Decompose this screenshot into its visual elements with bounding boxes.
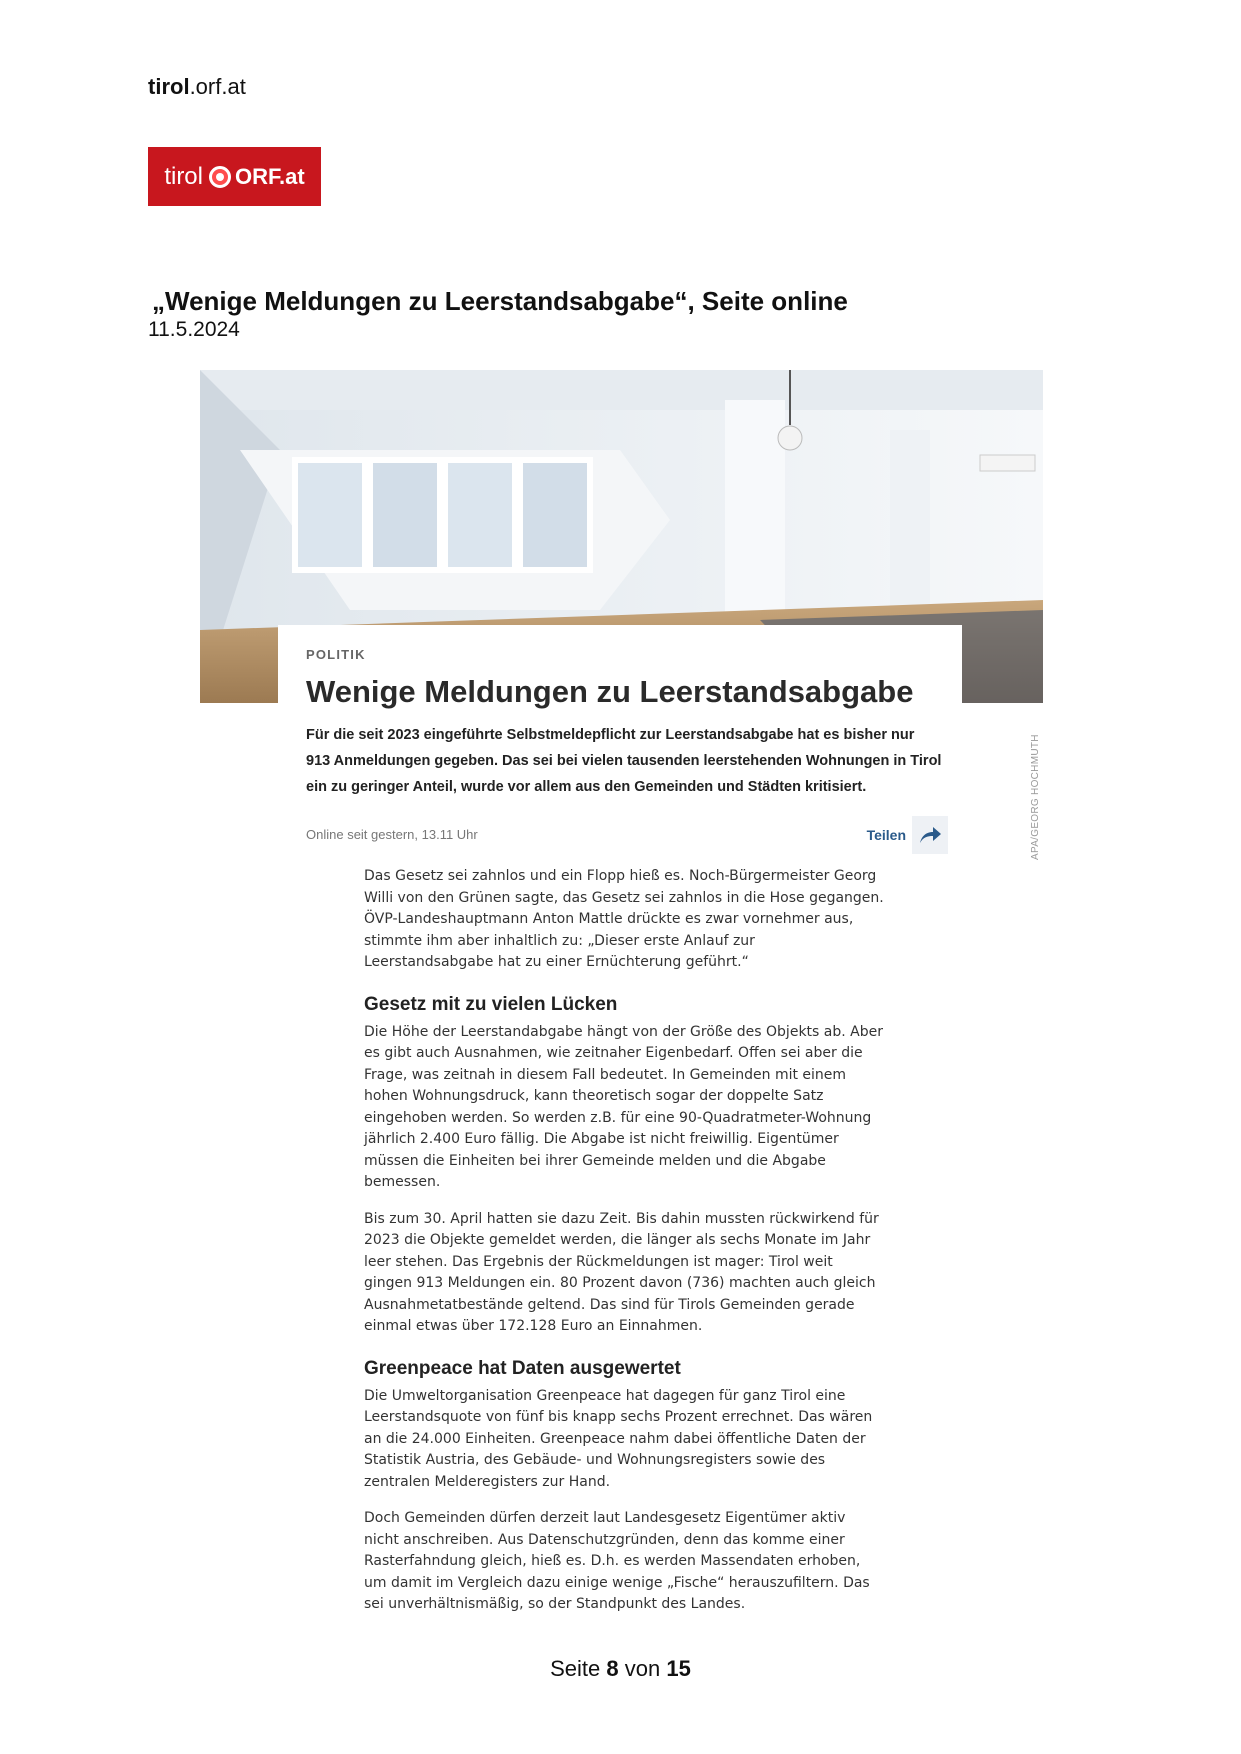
section-heading: Greenpeace hat Daten ausgewertet <box>364 1357 681 1379</box>
body-paragraph: Bis zum 30. April hatten sie dazu Zeit. Bis dahin mussten rückwirkend für 2023 die Objekte gemeldet werden, die länger als sechs Monate im Jahr leer stehen. Das Ergebnis der Rückmeldungen ist mager: Tirol weit gingen 913 Meldungen ein. 80 Prozent davon (736) machten auch gleich Ausnahmetatbestände geltend. Das sind für Tirols Gemeinden gerade einmal etwas über 172.128 Euro an Einnahmen. <box>364 1210 879 1334</box>
site-label <box>148 74 246 100</box>
page-total: 15 <box>666 1656 691 1681</box>
share-arrow-icon[interactable] <box>912 816 948 854</box>
orf-eye-icon <box>209 166 231 188</box>
page-prefix: Seite <box>550 1656 601 1681</box>
document-date: 11.5.2024 <box>148 318 240 341</box>
article-header-card <box>278 625 962 860</box>
body-paragraph: Doch Gemeinden dürfen derzeit laut Landesgesetz Eigentümer aktiv nicht anschreiben. Aus Datenschutzgründen, denn das komme einer Rasterfahndung gleich, hieß es. D.h. es werden Massendaten erhoben, um damit im Vergleich dazu einige wenige „Fische“ herauszufiltern. Das sei unverhältnismäßig, so der Standpunkt des Landes. <box>364 1510 870 1612</box>
site-label-rest: .orf.at <box>189 74 246 99</box>
logo-text-orf: ORF.at <box>234 163 305 189</box>
photo-credit: APA/GEORG HOCHMUTH <box>1030 734 1041 860</box>
share-label[interactable]: Teilen <box>866 826 906 843</box>
body-paragraph: Das Gesetz sei zahnlos und ein Flopp hieß es. Noch-Bürgermeister Georg Willi von den Grünen sagte, das Gesetz sei zahnlos in die Hose gegangen. ÖVP-Landeshauptmann Anton Mattle drückte es zwar vornehmer aus, stimmte ihm aber inhaltlich zu: „Dieser erste Anlauf zur Leerstandsabgabe hat zu einer Ernüchterung geführt.“ <box>364 868 884 970</box>
article-timestamp: Online seit gestern, 13.11 Uhr <box>306 827 478 843</box>
body-paragraph: Die Höhe der Leerstandabgabe hängt von der Größe des Objekts ab. Aber es gibt auch Ausnahmen, wie zeitnaher Eigenbedarf. Offen sei aber die Frage, was zeitnah in diesem Fall bedeutet. In Gemeinden mit einem hohen Wohnungsdruck, kann theoretisch sogar der doppelte Satz eingehoben werden. So werden z.B. für eine 90-Quadratmeter-Wohnung jährlich 2.400 Euro fällig. Die Abgabe ist nicht freiwillig. Eigentümer müssen die Einheiten bei ihrer Gemeinde melden und die Abgabe bemessen. <box>364 1023 883 1190</box>
page-middle: von <box>624 1656 661 1681</box>
page-number <box>0 1656 1241 1682</box>
body-paragraph: Die Umweltorganisation Greenpeace hat dagegen für ganz Tirol eine Leerstandsquote von fünf bis knapp sechs Prozent errechnet. Das wären an die 24.000 Einheiten. Greenpeace nahm dabei öffentliche Daten der Statistik Austria, des Gebäude- und Wohnungsregisters sowie des zentralen Melderegisters zur Hand. <box>364 1387 873 1490</box>
section-heading: Gesetz mit zu vielen Lücken <box>364 993 618 1015</box>
page-current: 8 <box>606 1656 619 1681</box>
category-kicker[interactable]: POLITIK <box>306 647 366 662</box>
orf-tirol-logo <box>148 147 321 206</box>
document-title: „Wenige Meldungen zu Leerstandsabgabe“, Seite online <box>152 286 848 316</box>
article-headline: Wenige Meldungen zu Leerstandsabgabe <box>306 674 914 709</box>
logo-text-tirol: tirol <box>164 162 203 190</box>
share-button[interactable] <box>867 816 948 854</box>
article-lead: Für die seit 2023 eingeführte Selbstmeldepflicht zur Leerstandsabgabe hat es bisher nur 913 Anmeldungen gegeben. Das sei bei vielen tausenden leerstehenden Wohnungen in Tirol ein zu geringer Anteil, wurde vor allem aus den Gemeinden und Städten kritisiert. <box>306 726 942 795</box>
site-label-bold: tirol <box>148 74 190 99</box>
article-body <box>364 866 884 1631</box>
article-meta <box>306 816 936 854</box>
